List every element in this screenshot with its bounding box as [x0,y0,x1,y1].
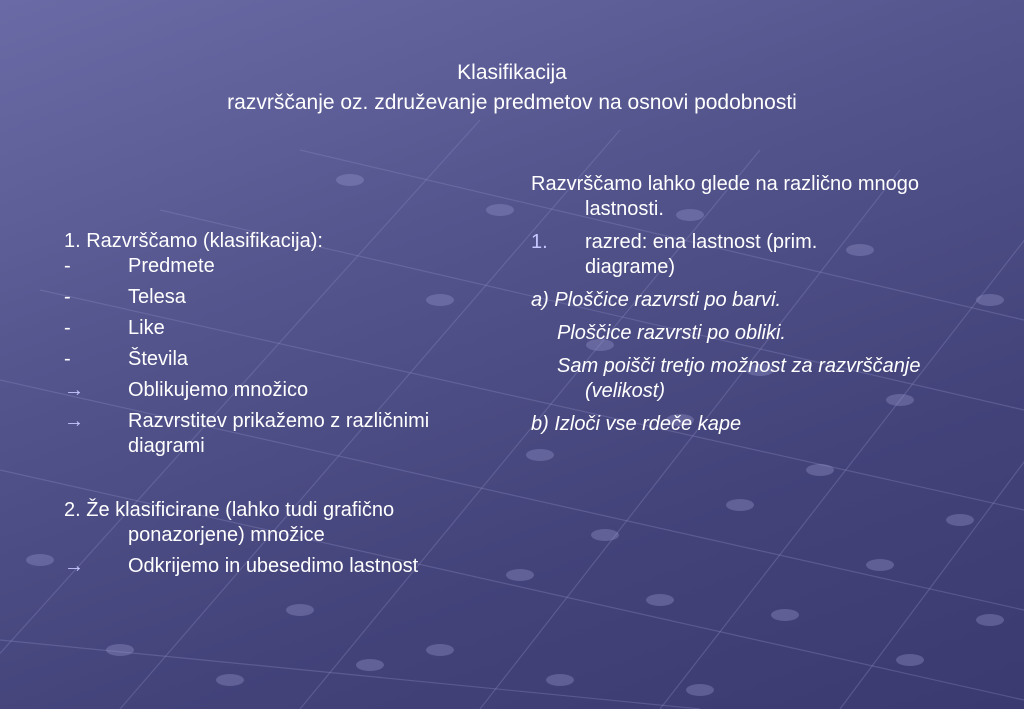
right-column [531,172,971,437]
list-item [64,409,504,459]
example-a3: Sam poišči tretjo možnost za razvrščanje (velikost) [557,355,921,402]
dash-bullet: - [64,317,71,339]
slide-title-line2: razvrščanje oz. združevanje predmetov na osnovi podobnosti [227,91,797,114]
list-item-text: Razvrstitev prikažemo z različnimi diagrami [128,410,430,457]
numbered-item-text: razred: ena lastnost (prim. diagrame) [585,231,818,278]
slide-title-line1: Klasifikacija [457,61,567,84]
list-item [64,554,504,579]
list-item-text: Števila [128,348,189,370]
example-a: a) Ploščice razvrsti po barvi. [531,289,782,311]
list-item [64,378,504,403]
list-item-text: Telesa [128,286,186,308]
dash-bullet: - [64,348,71,370]
arrow-right-icon: → [64,555,84,577]
dash-bullet: - [64,286,71,308]
left-heading-2: 2. Že klasificirane (lahko tudi grafično ponazorjene) množice [64,499,395,546]
left-heading-1: 1. Razvrščamo (klasifikacija): [64,230,323,252]
list-item-text: Like [128,317,165,339]
list-item-text: Predmete [128,255,215,277]
right-intro: Razvrščamo lahko glede na različno mnogo lastnosti. [531,173,919,220]
left-column [64,229,504,579]
arrow-right-icon: → [64,379,84,401]
dash-bullet: - [64,255,71,277]
list-item-text: Odkrijemo in ubesedimo lastnost [128,555,419,577]
list-item-text: Oblikujemo množico [128,379,309,401]
arrow-right-icon: → [64,410,84,432]
list-item [64,285,504,310]
example-b: b) Izloči vse rdeče kape [531,413,742,435]
list-item [64,316,504,341]
list-item [64,254,504,279]
number-marker: 1. [531,231,548,253]
numbered-item [531,230,971,280]
example-a2: Ploščice razvrsti po obliki. [557,322,786,344]
list-item [64,347,504,372]
slide-title [0,58,1024,118]
